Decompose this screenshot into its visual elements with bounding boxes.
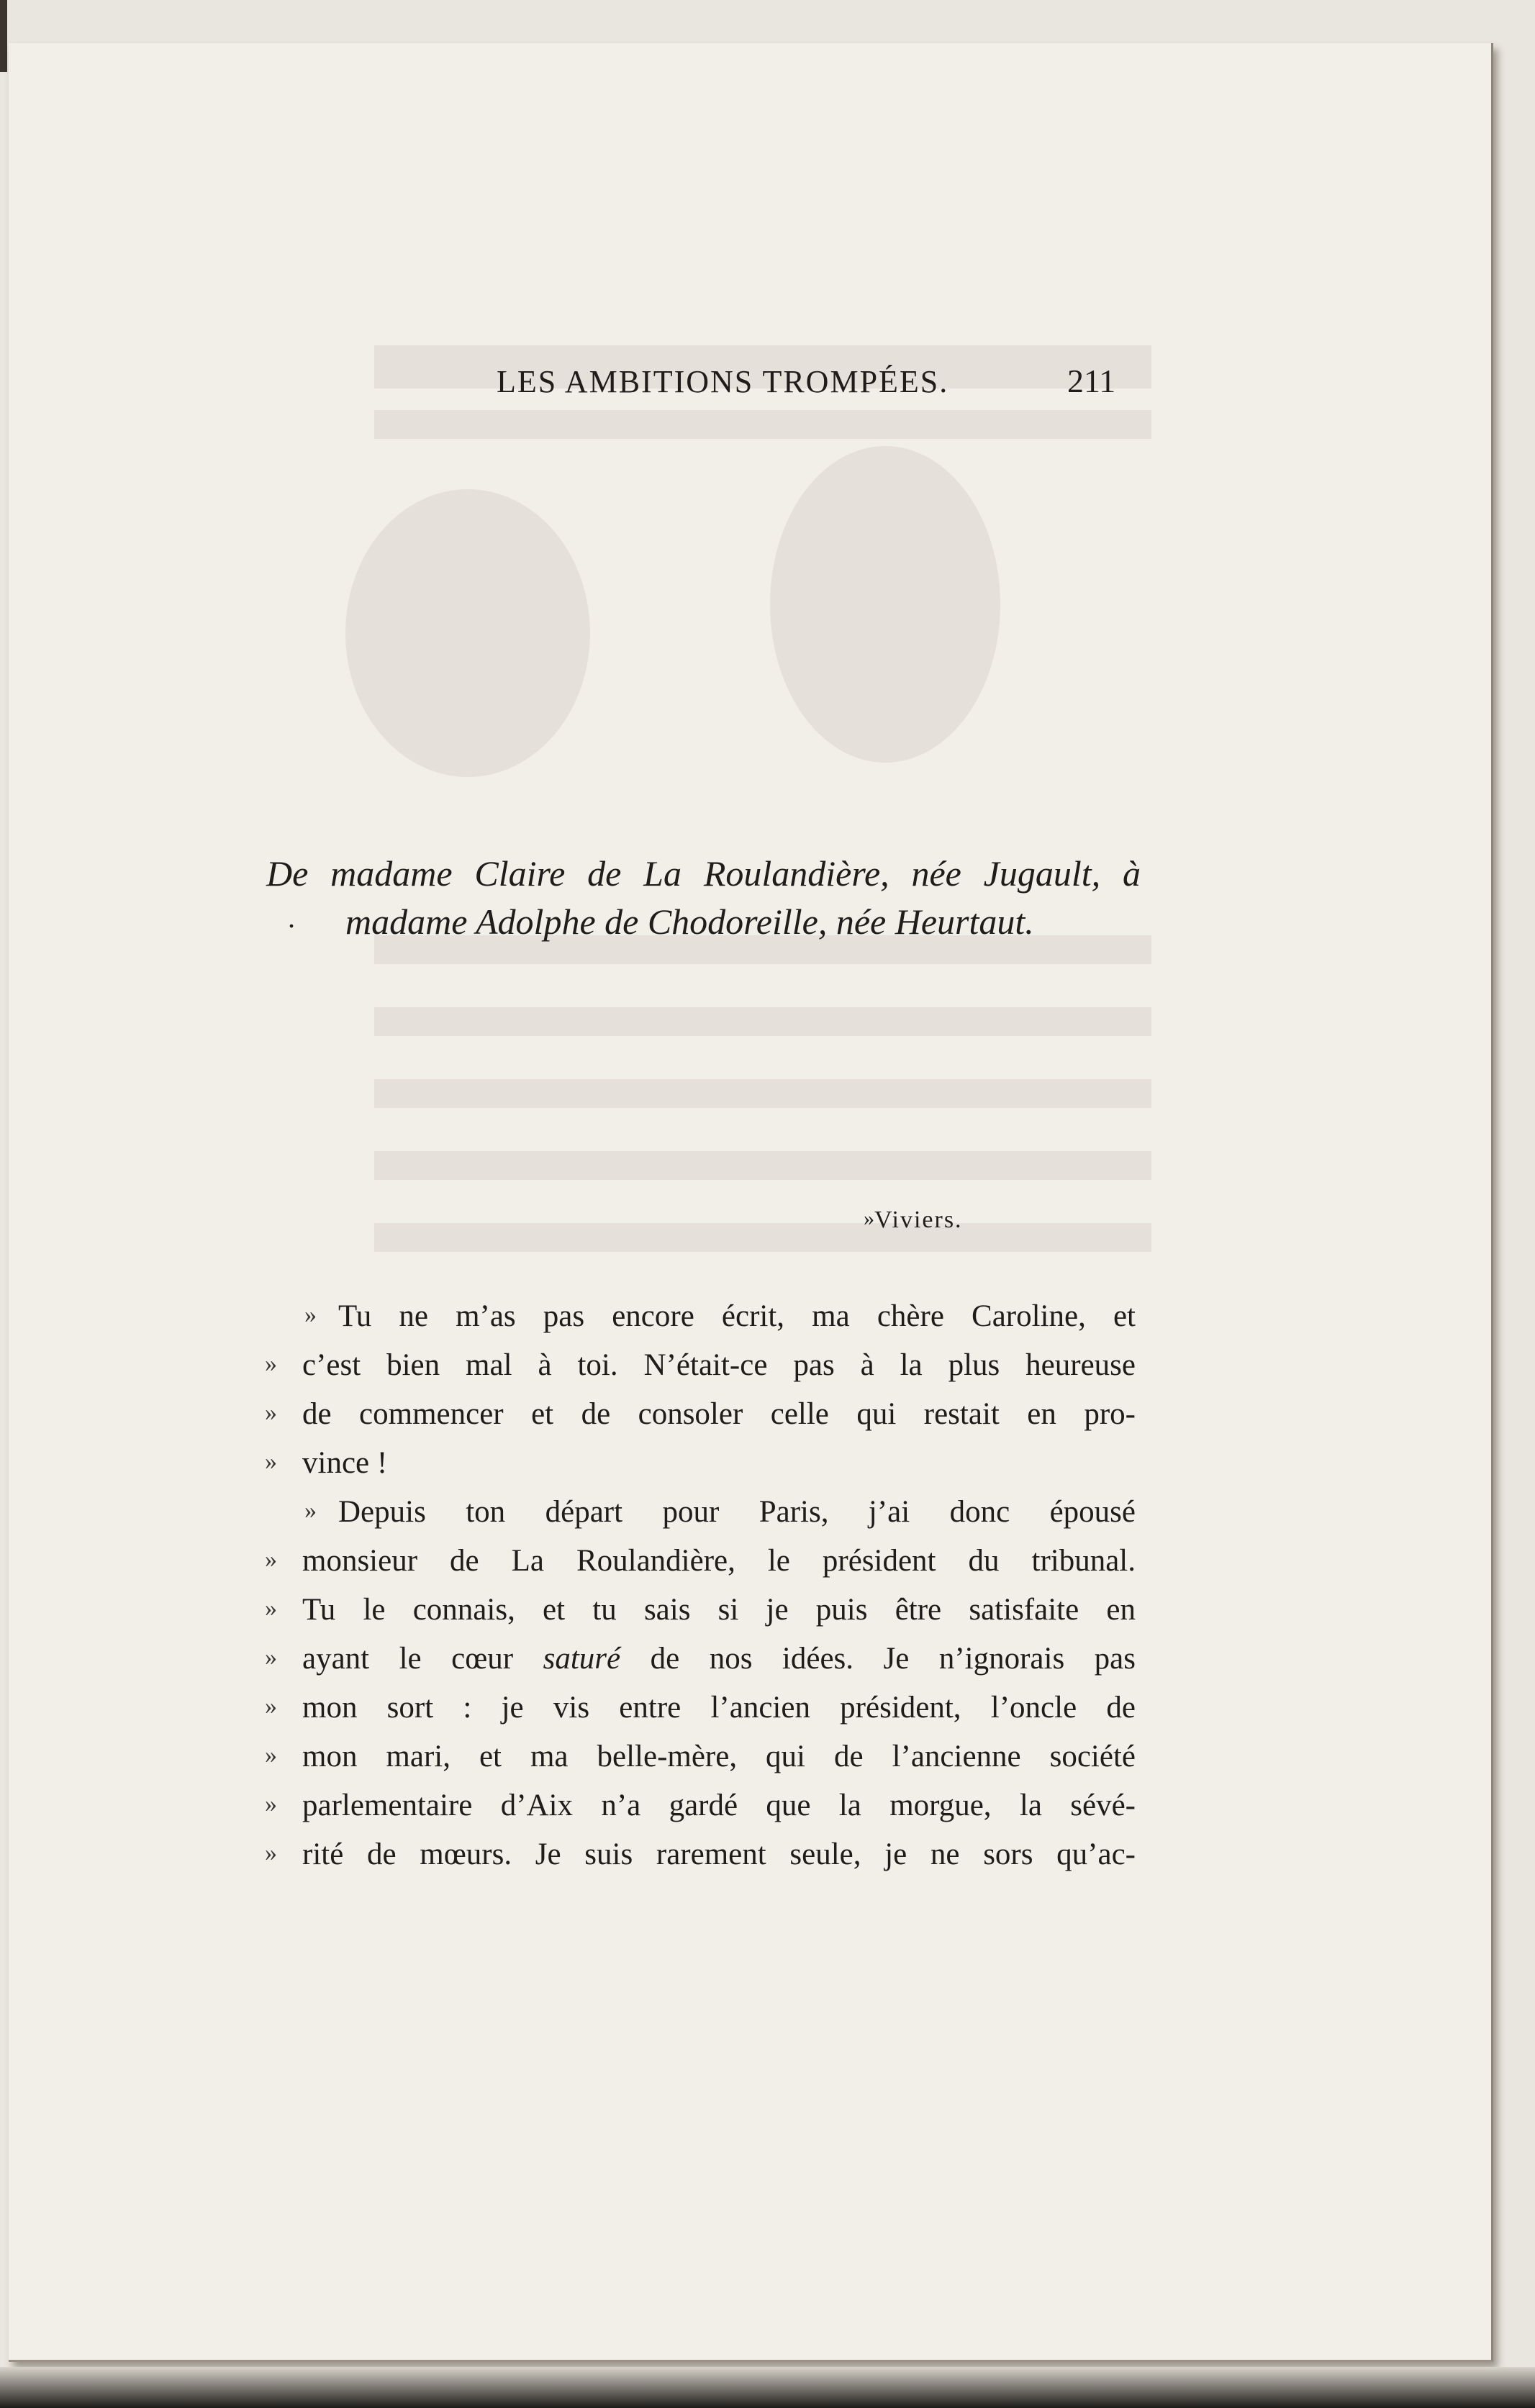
body-line: Tu ne m’as pas encore écrit, ma chère Caroline, et bbox=[338, 1299, 1136, 1333]
bottom-shadow bbox=[0, 2367, 1535, 2408]
book-spine-edge bbox=[0, 0, 7, 72]
body-line: vince ! bbox=[302, 1446, 388, 1480]
body-line: parlementaire d’Aix n’a gardé que la morgue, la sévé- bbox=[302, 1789, 1136, 1822]
body-line: rité de mœurs. Je suis rarement seule, je ne sors qu’ac- bbox=[302, 1837, 1136, 1871]
quote-mark: » bbox=[265, 1791, 277, 1817]
letter-heading-line-2: madame Adolphe de Chodoreille, née Heurtaut. bbox=[345, 901, 1034, 942]
running-header-title: LES AMBITIONS TROMPÉES. bbox=[497, 364, 949, 399]
emphasized-word: saturé bbox=[543, 1642, 621, 1676]
quote-mark: » bbox=[265, 1399, 277, 1426]
quote-mark: » bbox=[265, 1448, 277, 1475]
quote-mark: » bbox=[265, 1546, 277, 1573]
body-line: de commencer et de consoler celle qui restait en pro- bbox=[302, 1397, 1136, 1431]
quote-mark: » bbox=[265, 1350, 277, 1377]
quote-mark: » bbox=[265, 1742, 277, 1768]
quote-mark: » bbox=[265, 1644, 277, 1671]
body-line: Tu le connais, et tu sais si je puis être satisfaite en bbox=[302, 1593, 1136, 1627]
body-line: mon sort : je vis entre l’ancien président, l’oncle de bbox=[302, 1691, 1136, 1725]
place-marker: » bbox=[864, 1207, 874, 1230]
quote-mark: » bbox=[265, 1693, 277, 1719]
body-line: ayant le cœur saturé de nos idées. Je n’ignorais pas bbox=[302, 1642, 1136, 1676]
letter-place: Viviers. bbox=[874, 1207, 963, 1233]
quote-mark: » bbox=[304, 1497, 317, 1524]
body-line: c’est bien mal à toi. N’était-ce pas à la plus heureuse bbox=[302, 1348, 1136, 1382]
quote-mark: » bbox=[304, 1301, 317, 1328]
heading-dot: . bbox=[288, 901, 295, 934]
body-line: Depuis ton départ pour Paris, j’ai donc épousé bbox=[338, 1495, 1136, 1529]
body-line: monsieur de La Roulandière, le président du tribunal. bbox=[302, 1544, 1136, 1578]
quote-mark: » bbox=[265, 1595, 277, 1622]
quote-mark: » bbox=[265, 1840, 277, 1866]
body-line: mon mari, et ma belle-mère, qui de l’ancienne société bbox=[302, 1740, 1136, 1773]
letter-heading-line-1: De madame Claire de La Roulandière, née Jugault, à bbox=[266, 853, 1141, 894]
page-number: 211 bbox=[1067, 363, 1116, 399]
